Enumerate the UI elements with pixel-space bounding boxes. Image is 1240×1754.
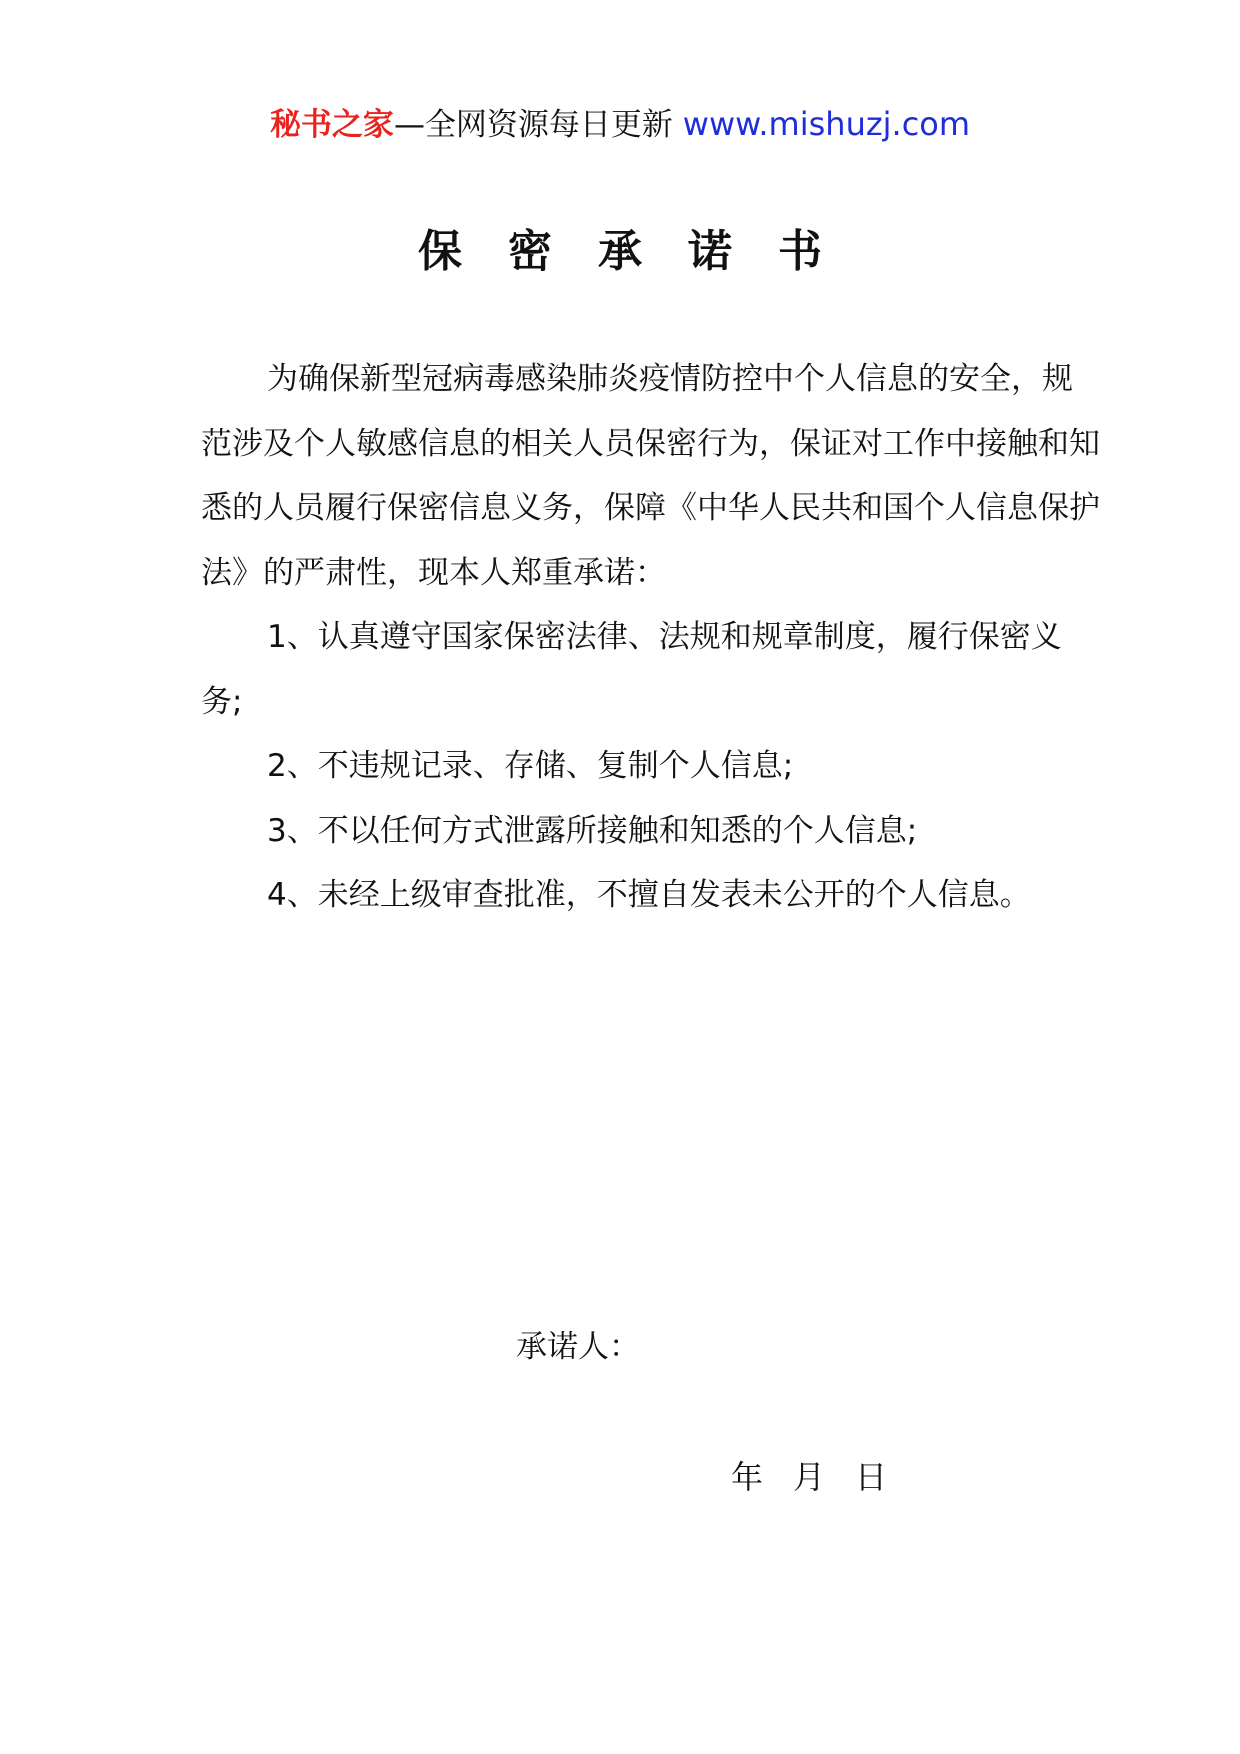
date-day-label: 日 bbox=[855, 1458, 888, 1496]
commitment-item-2: 2、不违规记录、存储、复制个人信息; bbox=[267, 748, 794, 784]
date-year-label: 年 bbox=[731, 1458, 764, 1496]
document-title: 保密承诺书 bbox=[418, 226, 868, 277]
commitment-item-4: 4、未经上级审查批准，不擅自发表未公开的个人信息。 bbox=[267, 877, 1031, 913]
commitment-item-3: 3、不以任何方式泄露所接触和知悉的个人信息; bbox=[267, 812, 918, 849]
intro-paragraph: 为确保新型冠病毒感染肺炎疫情防控中个人信息的安全，规范涉及个人敏感信息的相关人员保密行为，保证对工作中接触和知悉的人员履行保密信息义务，保障《中华人民共和国个人信息保护法》的严肃性，现本人郑重承诺： bbox=[201, 361, 1100, 591]
header-tagline: —全网资源每日更新 bbox=[393, 107, 673, 143]
document-body bbox=[201, 347, 1101, 928]
site-header bbox=[0, 102, 1240, 147]
site-url-link[interactable]: www.mishuzj.com bbox=[682, 105, 971, 143]
date-line bbox=[731, 1455, 887, 1499]
signer-label: 承诺人： bbox=[516, 1329, 640, 1365]
date-month-label: 月 bbox=[793, 1458, 826, 1496]
brand-name: 秘书之家 bbox=[269, 107, 394, 143]
commitment-item-1: 1、认真遵守国家保密法律、法规和规章制度，履行保密义务; bbox=[201, 619, 1062, 720]
